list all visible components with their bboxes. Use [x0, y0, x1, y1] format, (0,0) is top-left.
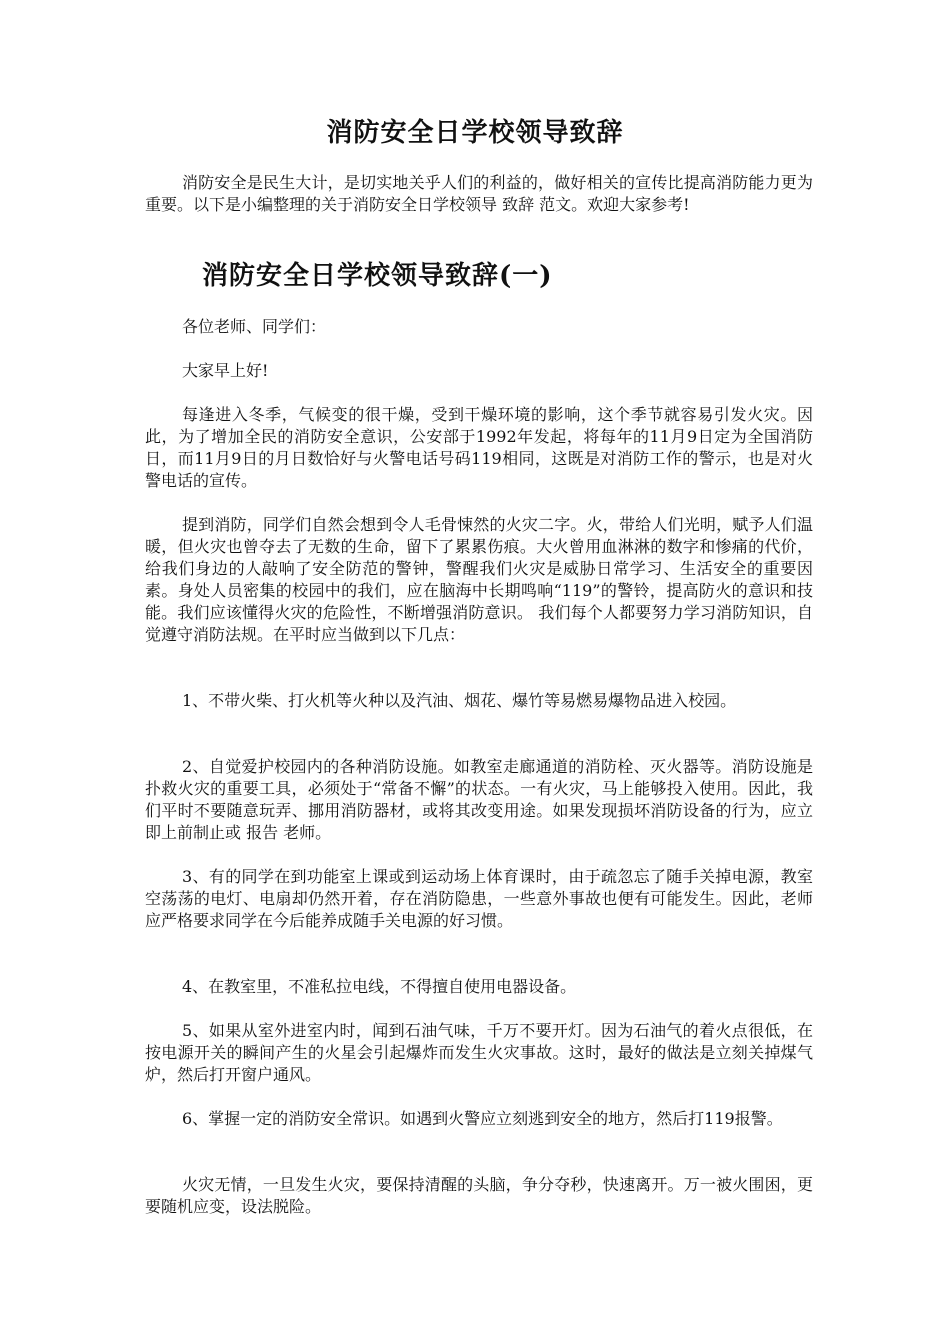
greeting-paragraph: 大家早上好! — [182, 361, 269, 380]
rule-item-2: 2、自觉爱护校园内的各种消防设施。如教室走廊通道的消防栓、灭火器等。消防设施是扑救火灾的重要工具，必须处于“常备不懈”的状态。一有火灾，马上能够投入使用。因此，我们平时不要随意玩弄、挪用消防器材，或将其改变用途。如果发现损坏消防设备的行为，应立即上前制止或 报告 老师。 — [145, 757, 813, 842]
rule-item-3: 3、有的同学在到功能室上课或到运动场上体育课时，由于疏忽忘了随手关掉电源，教室空荡荡的电灯、电扇却仍然开着，存在消防隐患，一些意外事故也便有可能发生。因此，老师应严格要求同学在今后能养成随手关电源的好习惯。 — [145, 867, 813, 930]
rule-item-1: 1、不带火柴、打火机等火种以及汽油、烟花、爆竹等易燃易爆物品进入校园。 — [182, 691, 737, 710]
rule-item-5: 5、如果从室外进室内时，闻到石油气味，千万不要开灯。因为石油气的着火点很低，在按电源开关的瞬间产生的火星会引起爆炸而发生火灾事故。这时，最好的做法是立刻关掉煤气炉，然后打开窗户通风。 — [145, 1021, 813, 1084]
intro-paragraph: 消防安全是民生大计，是切实地关乎人们的利益的，做好相关的宣传比提高消防能力更为重要。以下是小编整理的关于消防安全日学校领导 致辞 范文。欢迎大家参考! — [145, 173, 813, 214]
closing-paragraph: 火灾无情，一旦发生火灾，要保持清醒的头脑，争分夺秒，快速离开。万一被火围困，更要随机应变，设法脱险。 — [145, 1175, 813, 1216]
rule-item-4: 4、在教室里，不准私拉电线，不得擅自使用电器设备。 — [182, 977, 577, 996]
body-paragraph-winter: 每逢进入冬季，气候变的很干燥，受到干燥环境的影响，这个季节就容易引发火灾。因此，为了增加全民的消防安全意识，公安部于1992年发起，将每年的11月9日定为全国消防日，而11月9日的月日数恰好与火警电话号码119相同，这既是对消防工作的警示，也是对火警电话的宣传。 — [145, 405, 813, 490]
salutation-paragraph: 各位老师、同学们： — [182, 317, 327, 336]
document-title: 消防安全日学校领导致辞 — [326, 118, 624, 148]
rule-item-6: 6、掌握一定的消防安全常识。如遇到火警应立刻逃到安全的地方，然后打119报警。 — [182, 1109, 783, 1128]
body-paragraph-fire: 提到消防，同学们自然会想到令人毛骨悚然的火灾二字。火，带给人们光明，赋予人们温暖，但火灾也曾夺去了无数的生命，留下了累累伤痕。大火曾用血淋淋的数字和惨痛的代价，给我们身边的人敲响了安全防范的警钟，警醒我们火灾是威胁日常学习、生活安全的重要因素。身处人员密集的校园中的我们，应在脑海中长期鸣响“119”的警铃，提高防火的意识和技能。我们应该懂得火灾的危险性，不断增强消防意识。 我们每个人都要努力学习消防知识，自觉遵守消防法规。在平时应当做到以下几点： — [145, 515, 813, 644]
section-title: 消防安全日学校领导致辞(一) — [202, 261, 553, 291]
